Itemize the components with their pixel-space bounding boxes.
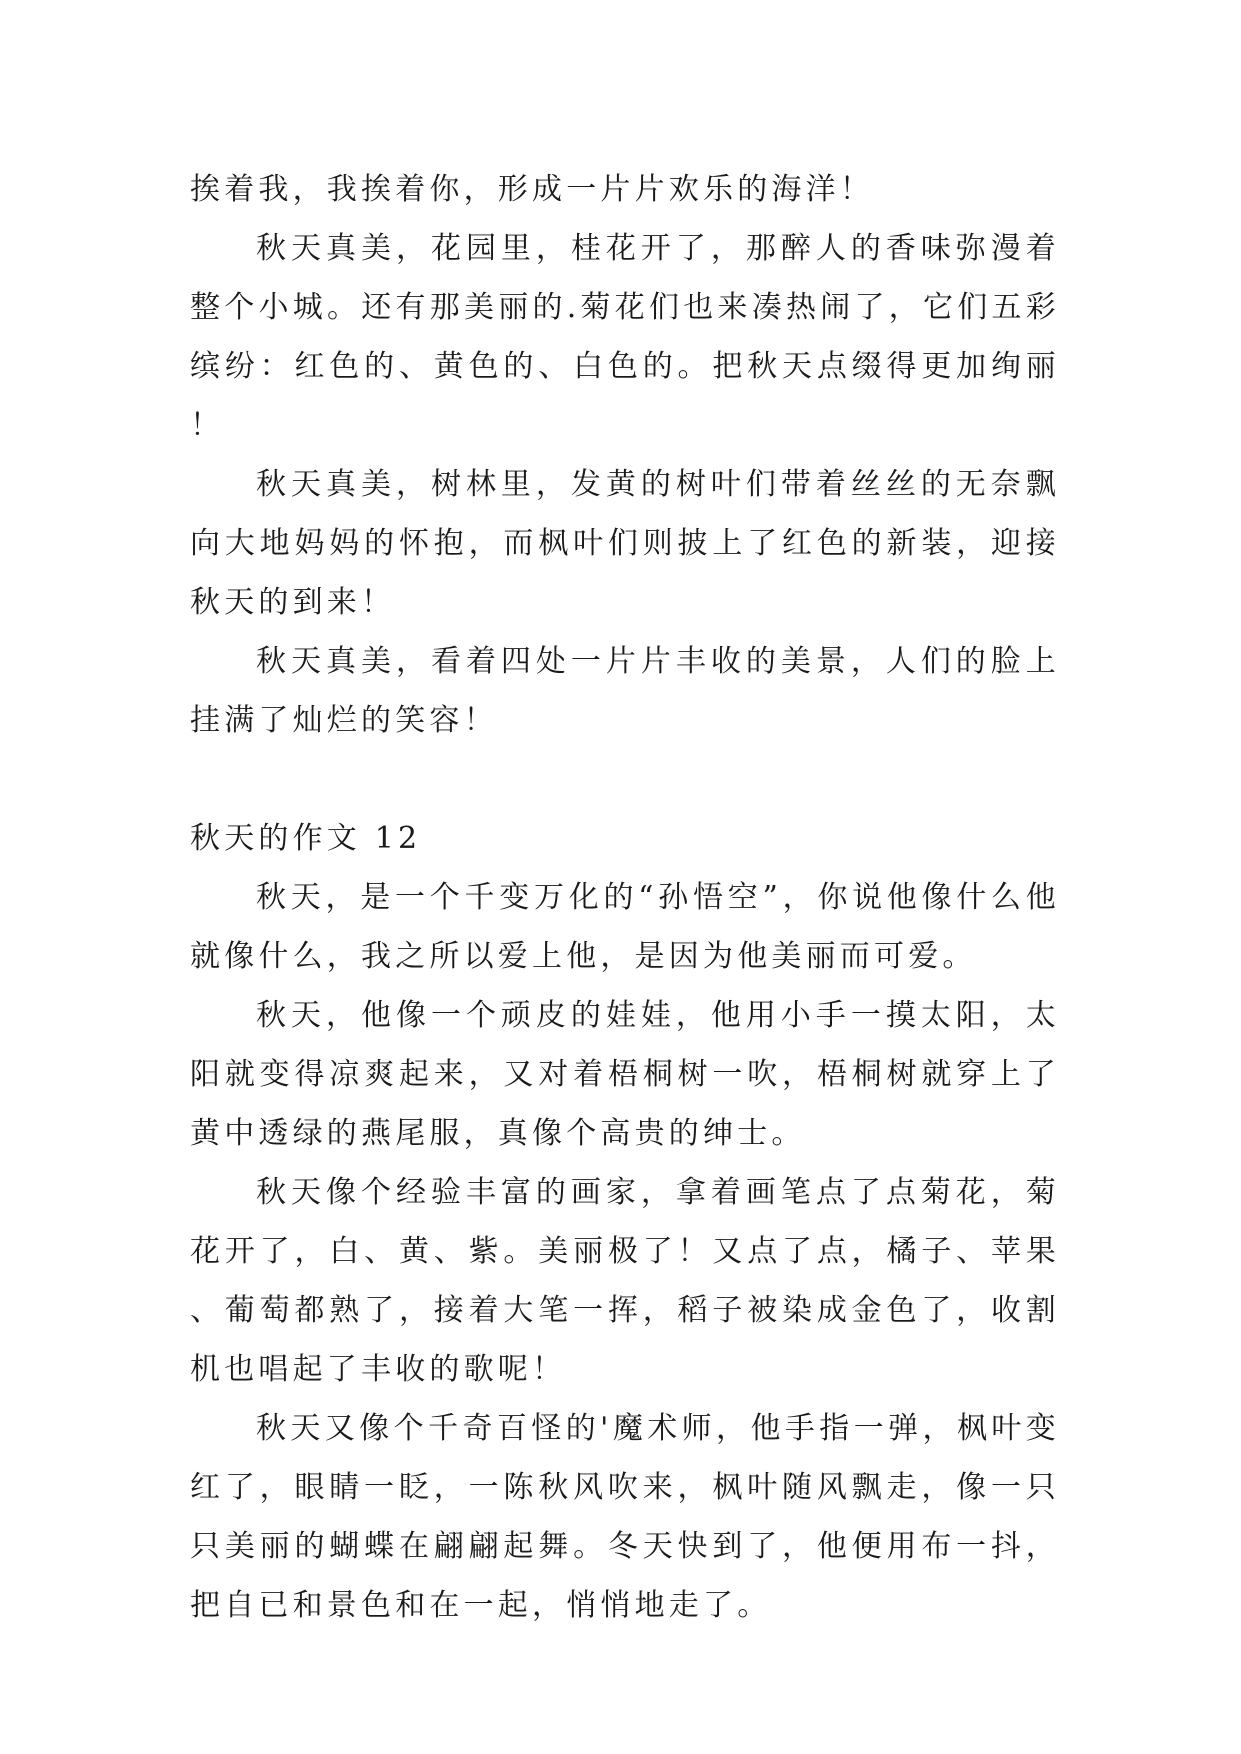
paragraph: 秋天又像个千奇百怪的'魔术师，他手指一弹，枫叶变红了，眼睛一眨，一陈秋风吹来，枫叶随风飘走，像一只只美丽的蝴蝶在翩翩起舞。冬天快到了，他便用布一抖，把自已和景色和在一起，悄悄地走了。 <box>190 1411 1060 1623</box>
paragraph: 秋天真美，树林里，发黄的树叶们带着丝丝的无奈飘向大地妈妈的怀抱，而枫叶们则披上了红色的新装，迎接秋天的到来！ <box>190 467 1060 620</box>
paragraph-continuation: 挨着我，我挨着你，形成一片片欢乐的海洋！ <box>190 172 874 207</box>
section-title: 秋天的作文 12 <box>190 821 422 856</box>
document-body <box>190 160 1060 1635</box>
paragraph: 秋天真美，花园里，桂花开了，那醉人的香味弥漫着整个小城。还有那美丽的.菊花们也来凑热闹了，它们五彩缤纷：红色的、黄色的、白色的。把秋天点缀得更加绚丽！ <box>190 231 1060 443</box>
paragraph: 秋天像个经验丰富的画家，拿着画笔点了点菊花，菊花开了，白、黄、紫。美丽极了！又点了点，橘子、苹果、葡萄都熟了，接着大笔一挥，稻子被染成金色了，收割机也唱起了丰收的歌呢！ <box>190 1175 1060 1387</box>
section-spacer <box>190 750 1060 809</box>
paragraph: 秋天，是一个千变万化的“孙悟空”，你说他像什么他就像什么，我之所以爱上他，是因为他美丽而可爱。 <box>190 880 1060 974</box>
paragraph: 秋天真美，看着四处一片片丰收的美景，人们的脸上挂满了灿烂的笑容！ <box>190 644 1060 738</box>
paragraph: 秋天，他像一个顽皮的娃娃，他用小手一摸太阳，太阳就变得凉爽起来，又对着梧桐树一吹，梧桐树就穿上了黄中透绿的燕尾服，真像个高贵的绅士。 <box>190 998 1060 1151</box>
